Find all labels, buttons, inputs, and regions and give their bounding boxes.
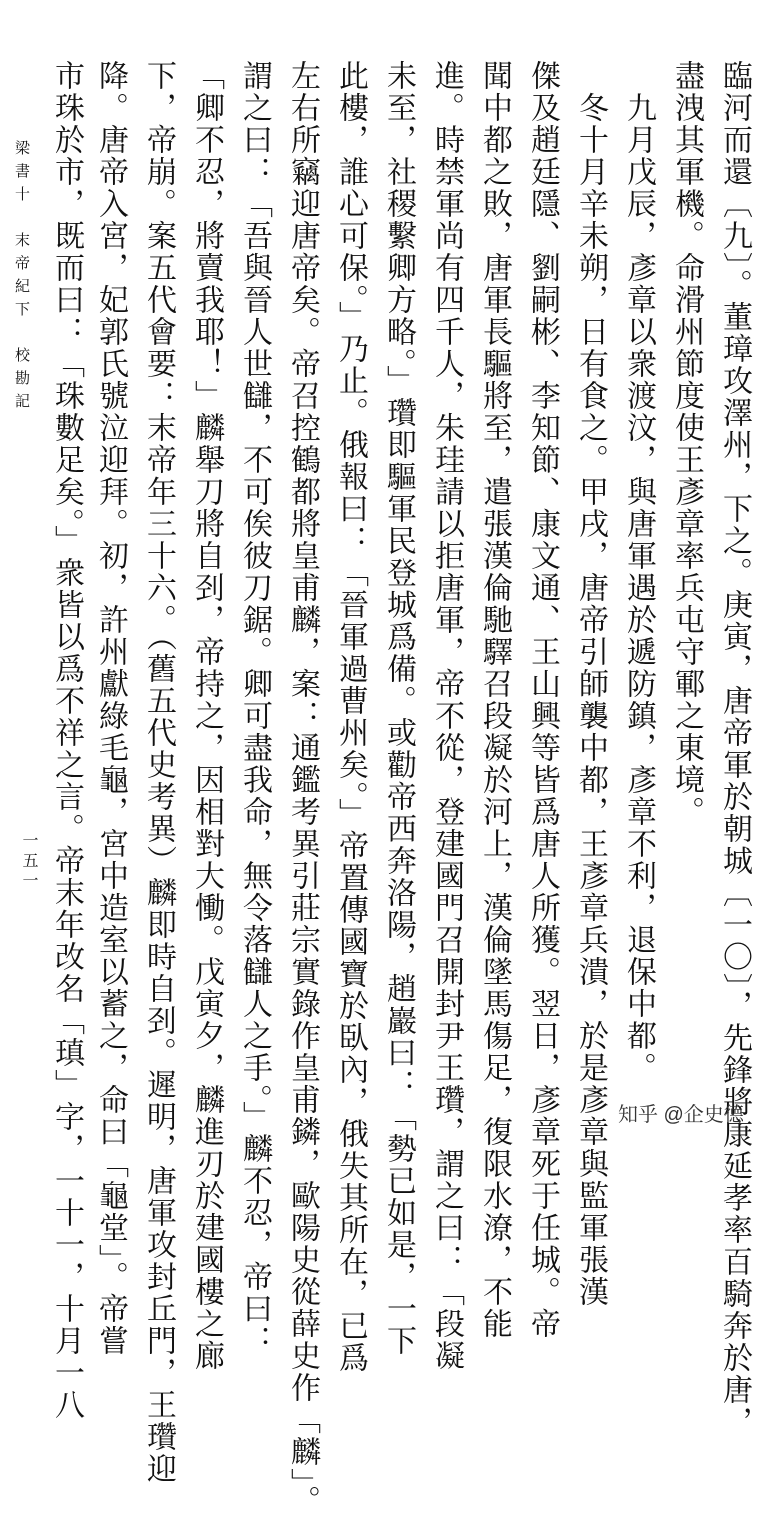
text-column-14: 降。唐帝入宮，妃郭氏號泣迎拜。初，許州獻綠毛龜，宮中造室以蓄之，命曰「龜堂」。帝嘗	[93, 60, 128, 1357]
text-column-12: 「卿不忍，將賣我耶！」麟舉刀將自刭，帝持之，因相對大慟。戊寅夕，麟進刃於建國樓之廊	[189, 60, 224, 1372]
text-column-9: 此樓，誰心可保。」乃止。俄報曰：「晉軍過曹州矣。」帝置傳國寶於臥內，俄失其所在，已爲	[333, 60, 368, 1374]
text-column-6: 聞中都之敗，唐軍長驅將至，遣張漢倫馳驛召段凝於河上，漢倫墜馬傷足，復限水潦，不能	[477, 60, 512, 1340]
text-column-15: 市珠於市，既而曰：「珠數足矣。」衆皆以爲不祥之言。帝末年改名「瑱」字，一十一，十月一八	[49, 60, 84, 1421]
text-column-4: 冬十月辛未朔，日有食之。甲戌，唐帝引師襲中都，王彥章兵潰，於是彥章與監軍張漢	[573, 92, 608, 1308]
text-column-5: 傑及趙廷隱、劉嗣彬、李知節、康文通、王山興等皆爲唐人所獲。翌日，彥章死于任城。帝	[525, 60, 560, 1340]
text-column-8: 未至，社稷繫卿方略。」瓚即驅軍民登城爲備。或勸帝西奔洛陽，趙巖曰：「勢已如是，一下	[381, 60, 416, 1357]
text-column-10: 左右所竊迎唐帝矣。帝召控鶴都將皇甫麟，案：通鑑考異引莊宗實錄作皇甫鏻，歐陽史從薛史作「麟」。	[285, 60, 320, 1517]
text-column-13: 下，帝崩。案五代會要：末帝年三十六。（舊五代史考異）麟即時自刭。遲明，唐軍攻封丘門，王瓚迎	[141, 60, 176, 1485]
text-column-2: 盡洩其軍機。命滑州節度使王彥章率兵屯守鄆之東境。	[669, 60, 704, 828]
page-number: 一五一	[20, 832, 39, 892]
text-column-7: 進。時禁軍尚有四千人，朱珪請以拒唐軍，帝不從，登建國門召開封尹王瓚，謂之曰：「段凝	[429, 60, 464, 1372]
text-column-3: 九月戊辰，彥章以衆渡汶，與唐軍遇於遞防鎮，彥章不利，退保中都。	[621, 92, 656, 1084]
watermark: 知乎 @企史德	[618, 1104, 744, 1126]
text-column-1: 臨河而還〔九〕。董璋攻澤州，下之。庚寅，唐帝軍於朝城〔一〇〕，先鋒將康延孝率百騎奔於唐，	[717, 60, 752, 1438]
text-column-11: 謂之曰：「吾與晉人世讎，不可俟彼刀鋸。卿可盡我命，無令落讎人之手。」麟不忍，帝曰：	[237, 60, 272, 1357]
running-head: 梁書十 末帝紀下 校勘記	[13, 140, 31, 416]
